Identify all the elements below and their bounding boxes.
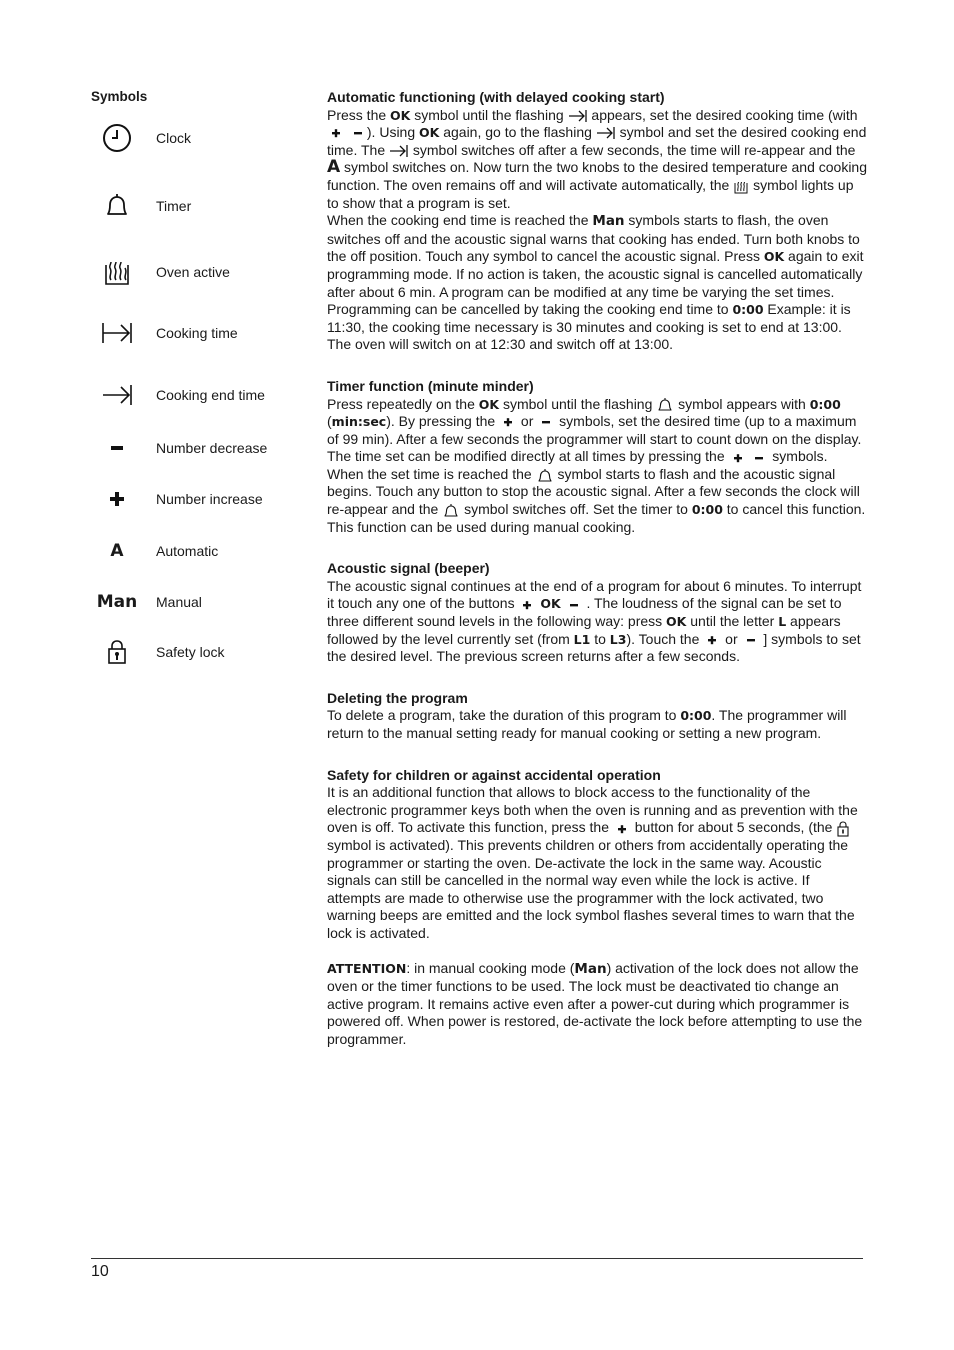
cooking-time-icon — [91, 313, 143, 353]
symbol-row-timer — [91, 186, 291, 226]
manual-icon: Man — [96, 592, 138, 612]
cooking-end-time-icon — [389, 144, 409, 158]
section-heading: Automatic functioning (with delayed cooking start) — [327, 89, 665, 105]
manual-icon: Man — [574, 960, 607, 977]
bell-icon — [442, 503, 460, 518]
section-attention — [327, 960, 867, 1049]
plus-icon — [613, 823, 631, 835]
paragraph: Press repeatedly on the OK symbol until the flashing symbol appears with 0:00 (min:sec). By pressing the or symbols, set the desired time (up to a maximum of 99 min). After a few seconds the programmer will start to count down on the display. The time set can be modified directly at all times by pressing the symbols. When the set time is reached the symbol starts to flash and the acoustic signal begins. Touch any button to stop the acoustic signal. After a few seconds the clock will re-appear and the symbol switches off. Set the timer to 0:00 to cancel this function. This function can be used during manual cooking. — [327, 395, 866, 535]
ok-label: OK — [763, 249, 785, 265]
level-letter: L — [778, 614, 787, 630]
ok-label: OK — [390, 107, 411, 123]
symbol-row-number-increase — [91, 479, 291, 519]
minus-icon — [349, 127, 367, 139]
symbol-row-clock — [91, 118, 291, 158]
level-min-label: L1 — [573, 631, 591, 647]
section-heading: Safety for children or against accidental operation — [327, 766, 661, 783]
section-heading: Deleting the program — [327, 689, 468, 706]
paragraph: The acoustic signal continues at the end of a program for about 6 minutes. To interrupt it touch any one of the buttons OK . The loudness of the signal can be set to three different sound levels in the following way: press OK until the letter L appears followed by the level currently set (from L1 to L3). Touch the or ] symbols to set the desired level. The previous screen returns after a few seconds. — [327, 577, 862, 665]
main-content — [327, 89, 867, 1049]
oven-active-icon — [91, 252, 143, 292]
minus-icon — [750, 452, 768, 464]
symbol-label: Cooking time — [156, 325, 238, 341]
symbol-label: Number decrease — [156, 440, 268, 456]
attention-label: ATTENTION — [327, 960, 407, 976]
clock-icon — [91, 118, 143, 158]
section-heading: Acoustic signal (beeper) — [327, 560, 490, 577]
section-safety — [327, 767, 867, 943]
paragraph: To delete a program, take the duration of this program to 0:00. The programmer will return to the manual setting ready for manual cooking or setting a new program. — [327, 707, 847, 741]
symbol-label: Timer — [156, 198, 192, 214]
symbol-label: Number increase — [156, 491, 263, 507]
bell-icon — [91, 186, 143, 226]
symbol-label: Oven active — [156, 264, 230, 280]
min-sec-label: min:sec — [331, 414, 387, 430]
paragraph: Press the OK symbol until the flashing appears, set the desired cooking time (with ). Using OK again, go to the flashing symbol and set the desired cooking end time. The symbol switches off after a few seconds, the time will re-appear and the A symbol switches on. Now turn the two knobs to the desired temperature and cooking function. The oven remains off and will activate automatically, the symbol lights up to show that a program is set. — [327, 106, 868, 211]
plus-icon — [91, 479, 143, 519]
section-timer — [327, 378, 867, 536]
symbol-label: Automatic — [156, 543, 219, 559]
plus-icon — [327, 127, 345, 139]
safety-lock-icon — [836, 821, 850, 837]
automatic-icon: A — [327, 157, 341, 178]
paragraph: ATTENTION: in manual cooking mode (Man) activation of the lock does not allow the oven or the timer functions to be used. The lock must be deactivated tio change an active program. It remains active even after a power-cut during which programmer is powered off. When power is restored, de-activate the lock before attempting to use the programmer. — [327, 959, 863, 1047]
symbol-row-cooking-end-time — [91, 375, 291, 415]
section-acoustic — [327, 560, 867, 666]
minus-icon — [565, 599, 583, 611]
symbol-row-oven-active — [91, 252, 291, 292]
oven-active-icon — [733, 179, 749, 194]
bell-icon — [656, 397, 674, 412]
symbol-row-safety-lock — [91, 632, 291, 672]
zero-time-label: 0:00 — [691, 502, 723, 518]
cooking-end-time-icon — [568, 109, 588, 123]
cooking-end-time-icon — [91, 375, 143, 415]
level-max-label: L3 — [609, 631, 627, 647]
symbol-label: Cooking end time — [156, 387, 265, 403]
minus-icon — [537, 416, 555, 428]
plus-icon — [499, 416, 517, 428]
minus-icon — [91, 428, 143, 468]
symbol-label: Safety lock — [156, 644, 225, 660]
ok-label: OK — [419, 125, 440, 141]
zero-time-label: 0:00 — [680, 708, 712, 724]
zero-time-label: 0:00 — [732, 302, 764, 318]
section-heading: Timer function (minute minder) — [327, 377, 534, 394]
symbol-row-manual — [91, 582, 291, 622]
paragraph: It is an additional function that allows to block access to the functionality of the electronic programmer keys both when the oven is running and as prevention with the oven is off. To activate this function, press the button for about 5 seconds, (the symbol is activated). This prevents children or others from accidentally operating the programmer or starting the oven. De-activate the lock in the same way. Acoustic signals can still be cancelled in the normal way even while the lock is active. If attempts are made to otherwise use the programmer with the lock activated, two warning beeps are emitted and the lock symbol flashes several times to warn that the lock is activated. — [327, 784, 858, 941]
symbol-row-automatic — [91, 531, 291, 571]
symbol-label: Clock — [156, 130, 192, 146]
ok-label: OK — [540, 596, 561, 612]
symbols-title: Symbols — [91, 89, 148, 104]
section-deleting — [327, 690, 867, 743]
bell-icon — [536, 468, 554, 483]
symbol-label: Manual — [156, 594, 202, 610]
symbol-row-number-decrease — [91, 428, 291, 468]
automatic-icon: A — [110, 541, 124, 561]
plus-icon — [703, 634, 721, 646]
manual-icon: Man — [592, 213, 625, 230]
plus-icon — [729, 452, 747, 464]
cooking-end-time-icon — [596, 126, 616, 140]
plus-icon — [518, 599, 536, 611]
symbol-row-cooking-time — [91, 313, 291, 353]
footer-divider — [91, 1258, 863, 1259]
zero-time-label: 0:00 — [809, 396, 841, 412]
ok-label: OK — [666, 614, 687, 630]
paragraph: When the cooking end time is reached the Man symbols starts to flash, the oven switches off and the acoustic signal warns that cooking has ended. Turn both knobs to the off position. Touch any symbol to cancel the acoustic signal. Press OK again to exit programming mode. If no action is taken, the acoustic signal is cancelled automatically after about 6 min. A program can be modified at any time be varying the set times. Programming can be cancelled by taking the cooking end time to 0:00 Example: it is 11:30, the cooking time necessary is 30 minutes and cooking is set to end at 13:00. The oven will switch on at 12:30 and switch off at 13:00. — [327, 212, 864, 353]
section-automatic — [327, 89, 867, 354]
safety-lock-icon — [91, 632, 143, 672]
ok-label: OK — [478, 396, 500, 412]
minus-icon — [742, 634, 760, 646]
page-number: 10 — [91, 1263, 109, 1280]
